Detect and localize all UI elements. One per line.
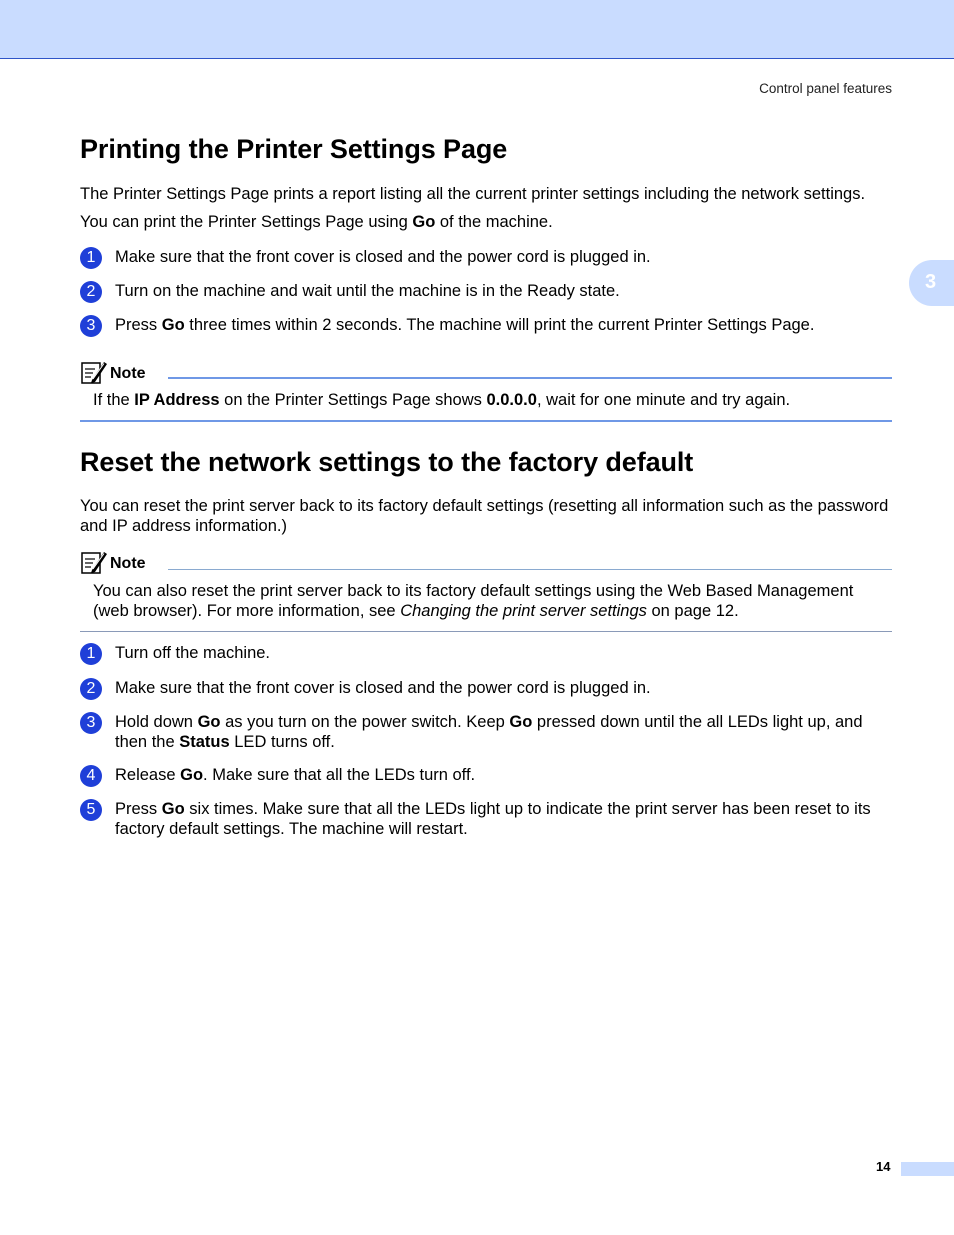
step-number: 1 [80,643,102,665]
note-header [80,550,892,576]
page-number: 14 [876,1159,891,1174]
step-text: Press Go three times within 2 seconds. The machine will print the current Printer Settings Page. [115,316,815,334]
note-bottom-rule [80,631,892,632]
step-number: 4 [80,765,102,787]
intro-paragraph-go: You can print the Printer Settings Page using Go of the machine. [80,213,553,231]
note-text: You can also reset the print server back to its factory default settings using the Web Based Management (web browser). For more information, see Changing the print server settings on page 12. [93,582,854,620]
chapter-number: 3 [925,271,937,293]
step-item [80,247,892,267]
step-text: Turn off the machine. [115,644,271,662]
note-label: Note [110,365,146,382]
step-number: 2 [80,281,102,303]
note-pencil-icon [80,360,108,386]
step-number: 2 [80,678,102,700]
step-text: Hold down Go as you turn on the power switch. Keep Go pressed down until the all LEDs light up, and then the Status LED turns off. [115,713,863,751]
note-bottom-rule [80,420,892,422]
reset-intro-paragraph: You can reset the print server back to its factory default settings (resetting all information such as the password and IP address information.) [80,497,889,535]
step-number: 5 [80,799,102,821]
note-pencil-icon [80,550,108,576]
step-text: Press Go six times. Make sure that all the LEDs light up to indicate the print server has been reset to its factory default settings. The machine will restart. [115,800,871,838]
footer-band [901,1162,954,1176]
step-text: Make sure that the front cover is closed and the power cord is plugged in. [115,679,651,697]
step-item [80,712,892,752]
step-item [80,643,892,663]
note-header [80,360,892,386]
step-number: 3 [80,712,102,734]
step-number: 1 [80,247,102,269]
step-text: Turn on the machine and wait until the machine is in the Ready state. [115,282,620,300]
step-item [80,281,892,301]
step-item [80,678,892,698]
intro-paragraph: The Printer Settings Page prints a report listing all the current printer settings including the network settings. [80,185,866,203]
step-number: 3 [80,315,102,337]
header-band [0,0,954,59]
chapter-tab [909,260,954,306]
note-rule [168,569,892,570]
step-text: Release Go. Make sure that all the LEDs turn off. [115,766,476,784]
step-item [80,799,892,839]
note-rule [168,377,892,379]
note-text: If the IP Address on the Printer Settings Page shows 0.0.0.0, wait for one minute and try again. [93,391,791,409]
running-head: Control panel features [759,81,892,96]
section-title-printer-settings: Printing the Printer Settings Page [80,134,508,164]
step-text: Make sure that the front cover is closed and the power cord is plugged in. [115,248,651,266]
section-title-reset: Reset the network settings to the factory default [80,447,694,477]
step-item [80,765,892,785]
step-item [80,315,892,335]
note-label: Note [110,555,146,572]
